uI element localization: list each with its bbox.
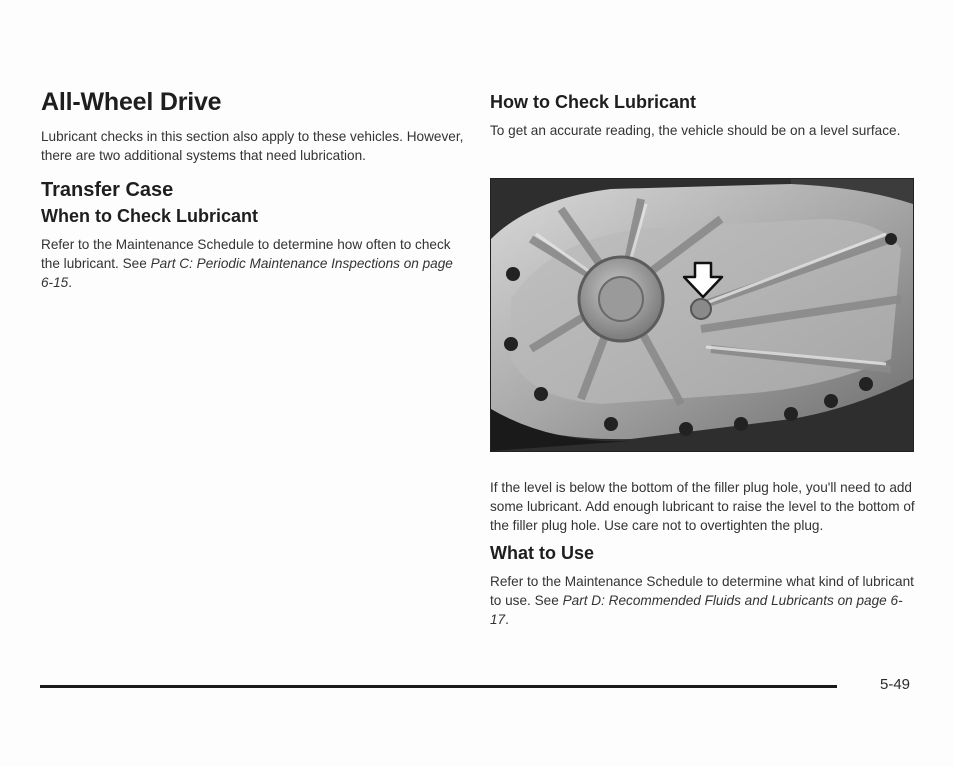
right-column-top — [490, 92, 915, 140]
page-title: All-Wheel Drive — [41, 88, 222, 116]
what-to-use-text: Refer to the Maintenance Schedule to determine what kind of lubricant to use. See — [490, 574, 914, 608]
page-number: 5-49 — [880, 676, 911, 693]
transfer-case-illustration — [491, 179, 913, 451]
when-to-check-paragraph — [41, 235, 466, 292]
how-to-check-heading: How to Check Lubricant — [490, 92, 697, 112]
footer-rule — [40, 685, 837, 688]
intro-paragraph: Lubricant checks in this section also apply to these vehicles. However, there are two additional systems that need lubrication. — [41, 129, 464, 163]
when-to-check-text: Refer to the Maintenance Schedule to determine how often to check the lubricant. See — [41, 237, 451, 271]
what-to-use-suffix: . — [505, 612, 509, 627]
fluids-reference: Part D: Recommended Fluids and Lubricants on page 6-17 — [490, 593, 903, 627]
what-to-use-heading: What to Use — [490, 543, 595, 563]
when-to-check-heading: When to Check Lubricant — [41, 206, 259, 226]
maintenance-reference: Part C: Periodic Maintenance Inspections on page 6-15 — [41, 256, 453, 290]
how-to-check-paragraph: To get an accurate reading, the vehicle should be on a level surface. — [490, 123, 901, 138]
transfer-case-heading: Transfer Case — [41, 179, 174, 201]
right-column-bottom — [490, 478, 915, 629]
what-to-use-paragraph — [490, 572, 915, 629]
level-paragraph: If the level is below the bottom of the filler plug hole, you'll need to add some lubricant. Add enough lubricant to raise the level to the bottom of the filler plug hole. Use care not to overtighten the plug. — [490, 480, 915, 533]
left-column — [41, 88, 466, 292]
when-to-check-suffix: . — [68, 275, 72, 290]
transfer-case-photo — [490, 178, 914, 452]
